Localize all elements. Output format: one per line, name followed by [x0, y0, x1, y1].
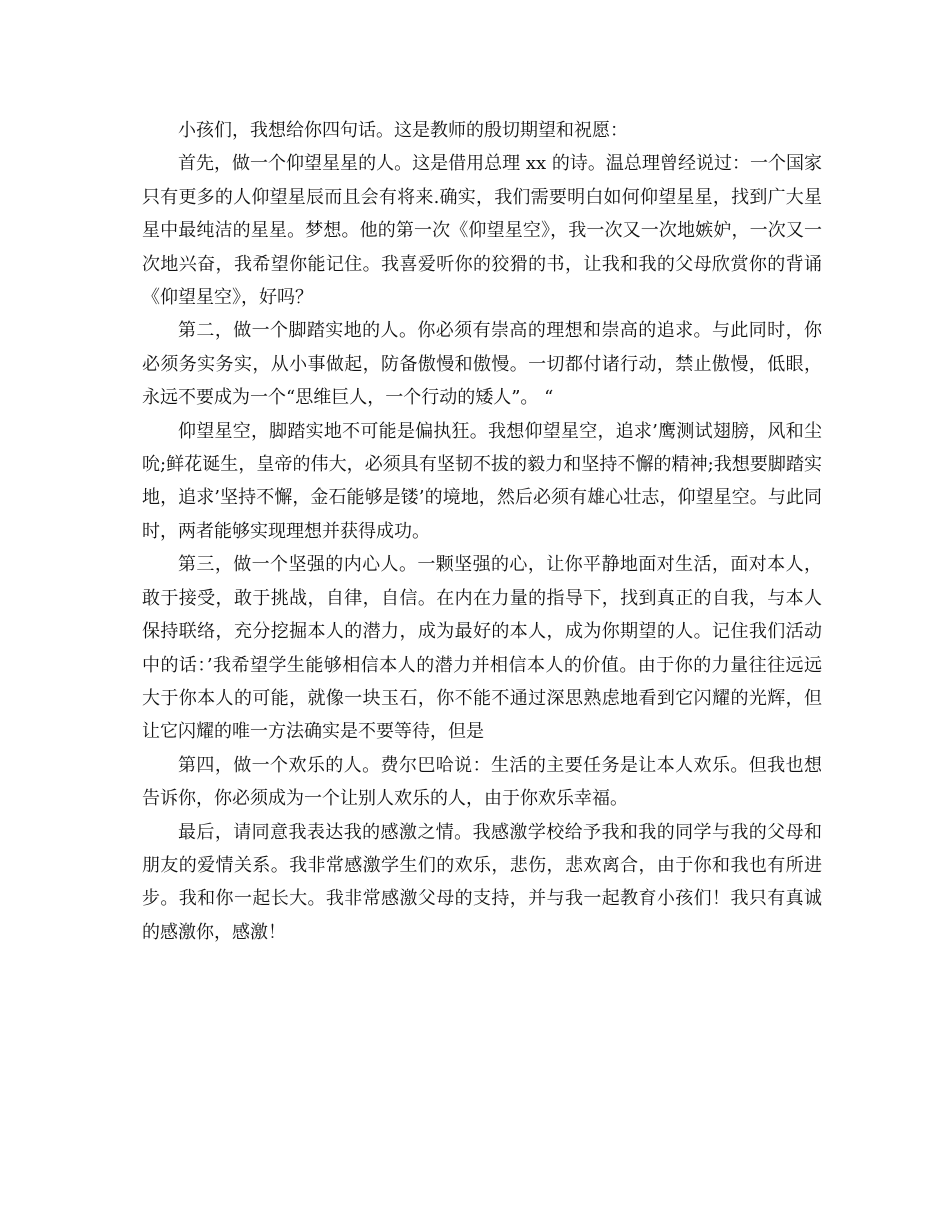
- paragraph-fourth: 第四，做一个欢乐的人。费尔巴哈说：生活的主要任务是让本人欢乐。但我也想告诉你，你必须成为一个让别人欢乐的人，由于你欢乐幸福。: [142, 754, 822, 810]
- paragraph-second: 第二，做一个脚踏实地的人。你必须有崇高的理想和崇高的追求。与此同时，你必须务实务实，从小事做起，防备傲慢和傲慢。一切都付诸行动，禁止傲慢，低眼，永远不要成为一个“思维巨人，一个行动的矮人”。 “: [142, 320, 822, 409]
- paragraph-first: 首先，做一个仰望星星的人。这是借用总理 xx 的诗。温总理曾经说过：一个国家只有更多的人仰望星辰而且会有将来.确实，我们需要明白如何仰望星星，找到广大星星中最纯洁的星星。梦想。他的第一次《仰望星空》，我一次又一次地嫉妒，一次又一次地兴奋，我希望你能记住。我喜爱听你的狡猾的书，让我和我的父母欣赏你的背诵《仰望星空》，好吗？: [142, 153, 822, 309]
- paragraph-third: 第三，做一个坚强的内心人。一颗坚强的心，让你平静地面对生活，面对本人，敢于接受，敢于挑战，自律，自信。在内在力量的指导下，找到真正的自我，与本人保持联络，充分挖掘本人的潜力，成为最好的本人，成为你期望的人。记住我们活动中的话：’我希望学生能够相信本人的潜力并相信本人的价值。由于你的力量往往远远大于你本人的可能，就像一块玉石，你不能不通过深思熟虑地看到它闪耀的光辉，但让它闪耀的唯一方法确实是不要等待，但是: [142, 554, 822, 743]
- document-page: [142, 114, 822, 949]
- paragraph-final: 最后，请同意我表达我的感激之情。我感激学校给予我和我的同学与我的父母和朋友的爱情关系。我非常感激学生们的欢乐，悲伤，悲欢离合，由于你和我也有所进步。我和你一起长大。我非常感激父母的支持，并与我一起教育小孩们！我只有真诚的感激你，感激！: [142, 821, 822, 943]
- paragraph-stars: 仰望星空，脚踏实地不可能是偏执狂。我想仰望星空，追求’鹰测试翅膀，风和尘吮;鲜花诞生，皇帝的伟大，必须具有坚韧不拔的毅力和坚持不懈的精神;我想要脚踏实地，追求’坚持不懈，金石能够是镂’的境地，然后必须有雄心壮志，仰望星空。与此同时，两者能够实现理想并获得成功。: [142, 420, 822, 542]
- paragraph-intro: 小孩们，我想给你四句话。这是教师的殷切期望和祝愿：: [178, 120, 628, 141]
